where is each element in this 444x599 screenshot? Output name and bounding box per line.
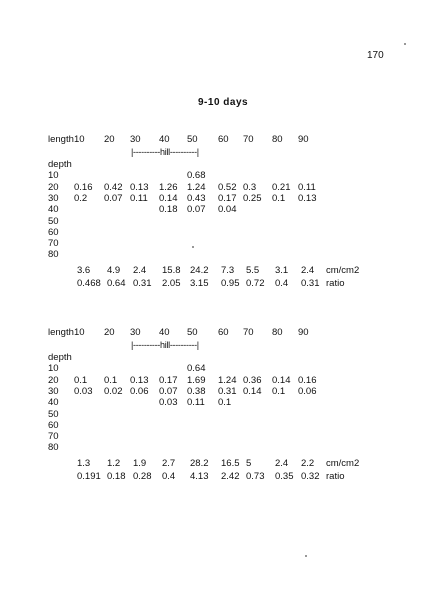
table-cell: 0.16 [298, 374, 317, 386]
total-value: 2.4 [275, 457, 289, 469]
scan-speck [404, 43, 406, 45]
hill-marker: |----------hill----------| [131, 340, 199, 350]
table-cell: 0.2 [74, 192, 88, 204]
length-header: 40 [159, 327, 170, 338]
ratio-value: 0.35 [275, 470, 294, 482]
scan-speck [192, 246, 194, 248]
table-cell: 0.31 [218, 385, 237, 397]
table-cell: 0.17 [159, 374, 178, 386]
table-cell: 0.42 [104, 181, 123, 193]
table-cell: 0.1 [104, 374, 118, 386]
table-cell: 0.3 [243, 181, 257, 193]
ratio-value: 4.13 [190, 470, 209, 482]
table-cell: 0.1 [218, 397, 232, 409]
depth-value: 80 [48, 249, 59, 261]
total-value: 1.3 [77, 457, 91, 469]
ratio-value: 0.191 [77, 470, 101, 482]
length-header: 50 [187, 327, 198, 338]
page-title: 9-10 days [198, 97, 249, 108]
table-cell: 0.52 [218, 181, 237, 193]
total-value: 28.2 [190, 457, 209, 469]
table-cell: 0.07 [159, 385, 178, 397]
length-header: 10 [74, 327, 85, 338]
total-value: 2.4 [133, 264, 147, 276]
length-header: 90 [298, 327, 309, 338]
depth-value: 40 [48, 397, 59, 409]
length-header: 80 [272, 134, 283, 145]
table-cell: 0.1 [272, 385, 286, 397]
length-header: 80 [272, 327, 283, 338]
total-value: 3.6 [77, 264, 91, 276]
total-value: 15.8 [162, 264, 181, 276]
table-cell: 0.06 [130, 385, 149, 397]
length-header: 60 [218, 327, 229, 338]
table-cell: 0.03 [159, 397, 178, 409]
ratio-value: 0.32 [301, 470, 320, 482]
ratio-value: 0.64 [107, 277, 126, 289]
table-cell: 0.14 [243, 385, 262, 397]
length-header: 30 [130, 327, 141, 338]
length-label: length [48, 134, 74, 145]
length-header: 20 [104, 134, 115, 145]
ratio-value: 0.468 [77, 277, 101, 289]
total-value: 5 [246, 457, 252, 469]
length-header: 60 [218, 134, 229, 145]
depth-value: 30 [48, 192, 59, 204]
table-cell: 0.25 [243, 192, 262, 204]
depth-value: 20 [48, 374, 59, 386]
total-value: 1.2 [107, 457, 121, 469]
length-label: length [48, 327, 74, 338]
depth-value: 30 [48, 385, 59, 397]
depth-value: 70 [48, 238, 59, 250]
ratio-value: 0.73 [246, 470, 265, 482]
ratio-value: 3.15 [190, 277, 209, 289]
table-cell: 0.14 [272, 374, 291, 386]
depth-value: 50 [48, 215, 59, 227]
table-cell: 1.24 [218, 374, 237, 386]
total-value: 3.1 [275, 264, 289, 276]
table-cell: 0.68 [187, 170, 206, 182]
depth-label: depth [48, 352, 72, 363]
total-value: 2.7 [162, 457, 176, 469]
table-cell: 0.13 [130, 374, 149, 386]
table-cell: 0.17 [218, 192, 237, 204]
ratio-value: 2.05 [162, 277, 181, 289]
length-header: 30 [130, 134, 141, 145]
table-cell: 1.26 [159, 181, 178, 193]
table-cell: 0.18 [159, 204, 178, 216]
table-cell: 0.07 [104, 192, 123, 204]
depth-value: 40 [48, 204, 59, 216]
length-header: 40 [159, 134, 170, 145]
ratio-value: 2.42 [221, 470, 240, 482]
length-header: 70 [243, 327, 254, 338]
ratio-value: 0.4 [162, 470, 176, 482]
total-value: 2.2 [301, 457, 315, 469]
table-cell: 0.21 [272, 181, 291, 193]
table-cell: 0.11 [187, 397, 205, 409]
ratio-value: 0.31 [133, 277, 152, 289]
total-value: 24.2 [190, 264, 209, 276]
total-value: 7.3 [221, 264, 235, 276]
length-header: 70 [243, 134, 254, 145]
table-cell: 0.43 [187, 192, 206, 204]
table-cell: 0.06 [298, 385, 317, 397]
ratio-value: 0.72 [246, 277, 265, 289]
total-value: 16.5 [221, 457, 240, 469]
total-value: 2.4 [301, 264, 315, 276]
table-cell: 0.1 [74, 374, 88, 386]
scan-speck [305, 555, 307, 557]
totals-unit: cm/cm2 [326, 457, 360, 469]
ratio-value: 0.28 [133, 470, 152, 482]
ratio-value: 0.95 [221, 277, 240, 289]
table-cell: 0.03 [74, 385, 93, 397]
total-value: 1.9 [133, 457, 147, 469]
totals-unit: cm/cm2 [326, 264, 360, 276]
table-cell: 0.11 [298, 181, 316, 193]
length-header: 90 [298, 134, 309, 145]
depth-label: depth [48, 159, 72, 170]
table-cell: 0.14 [159, 192, 178, 204]
page-number: 170 [367, 50, 384, 61]
table-cell: 0.04 [218, 204, 237, 216]
ratios-label: ratio [326, 470, 345, 482]
length-header: 10 [74, 134, 85, 145]
table-cell: 1.24 [187, 181, 206, 193]
table-cell: 0.13 [298, 192, 317, 204]
depth-value: 70 [48, 431, 59, 443]
total-value: 4.9 [107, 264, 121, 276]
length-header: 20 [104, 327, 115, 338]
ratios-label: ratio [326, 277, 345, 289]
table-cell: 0.38 [187, 385, 206, 397]
depth-value: 80 [48, 442, 59, 454]
depth-value: 50 [48, 408, 59, 420]
depth-value: 60 [48, 226, 59, 238]
length-header: 50 [187, 134, 198, 145]
table-cell: 0.36 [243, 374, 262, 386]
table-cell: 1.69 [187, 374, 206, 386]
table-cell: 0.11 [130, 192, 148, 204]
depth-value: 20 [48, 181, 59, 193]
total-value: 5.5 [246, 264, 260, 276]
table-cell: 0.1 [272, 192, 286, 204]
table-cell: 0.07 [187, 204, 206, 216]
table-cell: 0.16 [74, 181, 93, 193]
table-cell: 0.64 [187, 363, 206, 375]
depth-value: 10 [48, 170, 59, 182]
table-cell: 0.02 [104, 385, 123, 397]
ratio-value: 0.4 [275, 277, 289, 289]
depth-value: 10 [48, 363, 59, 375]
ratio-value: 0.18 [107, 470, 126, 482]
hill-marker: |----------hill----------| [131, 147, 199, 157]
depth-value: 60 [48, 419, 59, 431]
table-cell: 0.13 [130, 181, 149, 193]
ratio-value: 0.31 [301, 277, 320, 289]
